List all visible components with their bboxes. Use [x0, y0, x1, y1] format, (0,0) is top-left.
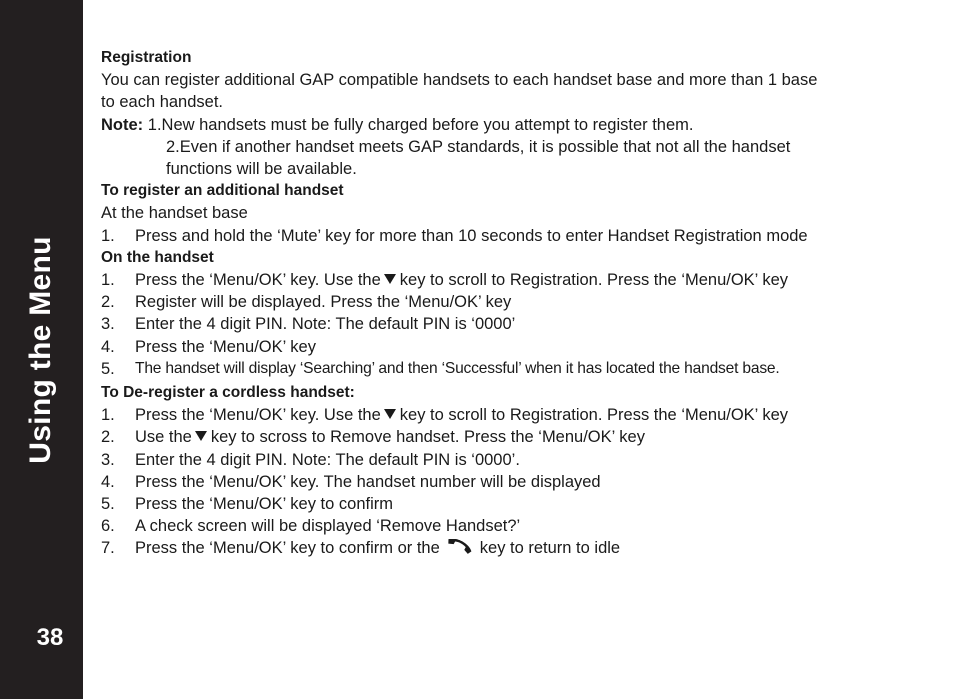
base-subheading: At the handset base — [101, 204, 248, 223]
step-text-post: key to scross to Remove handset. Press the ‘Menu/OK’ key — [210, 428, 645, 447]
step-text: A check screen will be displayed ‘Remove Handset?’ — [135, 517, 521, 536]
step-number: 3. — [101, 450, 115, 469]
list-item — [101, 269, 931, 291]
step-text: Press the ‘Menu/OK’ key to confirm — [135, 495, 393, 514]
down-triangle-icon — [195, 431, 207, 441]
list-item — [101, 471, 931, 493]
step-text — [135, 404, 788, 426]
down-triangle-icon — [384, 274, 396, 284]
hang-up-icon — [444, 539, 474, 561]
list-item — [101, 493, 931, 515]
list-item — [101, 313, 931, 335]
step-text: Press the ‘Menu/OK’ key. The handset number will be displayed — [135, 472, 601, 491]
step-number: 1. — [101, 406, 115, 425]
list-item — [101, 358, 931, 380]
list-item — [101, 426, 931, 448]
step-number: 4. — [101, 472, 115, 491]
list-item — [101, 291, 931, 313]
step-text: Press and hold the ‘Mute’ key for more than 10 seconds to enter Handset Registration mode — [135, 226, 808, 245]
note-2b — [101, 158, 931, 180]
step-text: Enter the 4 digit PIN. Note: The default PIN is ‘0000’. — [135, 450, 520, 469]
list-item — [101, 449, 931, 471]
section-title: Using the Menu — [24, 236, 57, 464]
step-text-post: key to scroll to Registration. Press the ‘Menu/OK’ key — [399, 271, 788, 290]
step-number: 7. — [101, 539, 115, 558]
step-number: 4. — [101, 337, 115, 356]
step-text: The handset will display ‘Searching’ and then ‘Successful’ when it has located the handset base. — [135, 359, 780, 377]
step-text-post: key to scroll to Registration. Press the ‘Menu/OK’ key — [399, 406, 788, 425]
step-number: 5. — [101, 359, 115, 378]
list-item — [101, 515, 931, 537]
note-1 — [101, 114, 931, 136]
step-number: 5. — [101, 495, 115, 514]
intro-line-2: to each handset. — [101, 93, 224, 112]
step-text-pre: Press the ‘Menu/OK’ key to confirm or the — [135, 539, 440, 558]
down-triangle-icon — [384, 409, 396, 419]
list-item — [101, 225, 931, 247]
note-label: Note: — [101, 115, 144, 134]
step-number: 1. — [101, 226, 115, 245]
register-heading: To register an additional handset — [101, 182, 344, 200]
step-number: 2. — [101, 293, 115, 312]
list-item — [101, 404, 931, 426]
page-number: 38 — [36, 624, 64, 651]
step-text: Enter the 4 digit PIN. Note: The default PIN is ‘0000’ — [135, 315, 516, 334]
step-text-post: key to return to idle — [479, 539, 621, 558]
deregister-heading: To De-register a cordless handset: — [101, 384, 355, 402]
list-item — [101, 537, 931, 561]
step-text-pre: Press the ‘Menu/OK’ key. Use the — [135, 271, 381, 290]
step-number: 6. — [101, 517, 115, 536]
note-2a: 2.Even if another handset meets GAP standards, it is possible that not all the handset — [166, 137, 791, 156]
step-number: 2. — [101, 428, 115, 447]
note-2b-text: functions will be available. — [166, 160, 357, 179]
sidebar — [0, 0, 83, 699]
step-text: Press the ‘Menu/OK’ key — [135, 337, 316, 356]
step-number: 1. — [101, 271, 115, 290]
page-content — [101, 47, 931, 562]
on-handset-heading: On the handset — [101, 248, 214, 266]
step-text: Register will be displayed. Press the ‘Menu/OK’ key — [135, 293, 512, 312]
step-number: 3. — [101, 315, 115, 334]
step-text-pre: Use the — [135, 428, 192, 447]
registration-heading: Registration — [101, 49, 192, 66]
intro-line-1: You can register additional GAP compatible handsets to each handset base and more than 1 base — [101, 71, 818, 90]
note-1-text: 1.New handsets must be fully charged before you attempt to register them. — [147, 115, 694, 134]
step-text-pre: Press the ‘Menu/OK’ key. Use the — [135, 406, 381, 425]
step-text — [135, 537, 620, 561]
step-text — [135, 426, 645, 448]
step-text — [135, 269, 788, 291]
list-item — [101, 336, 931, 358]
